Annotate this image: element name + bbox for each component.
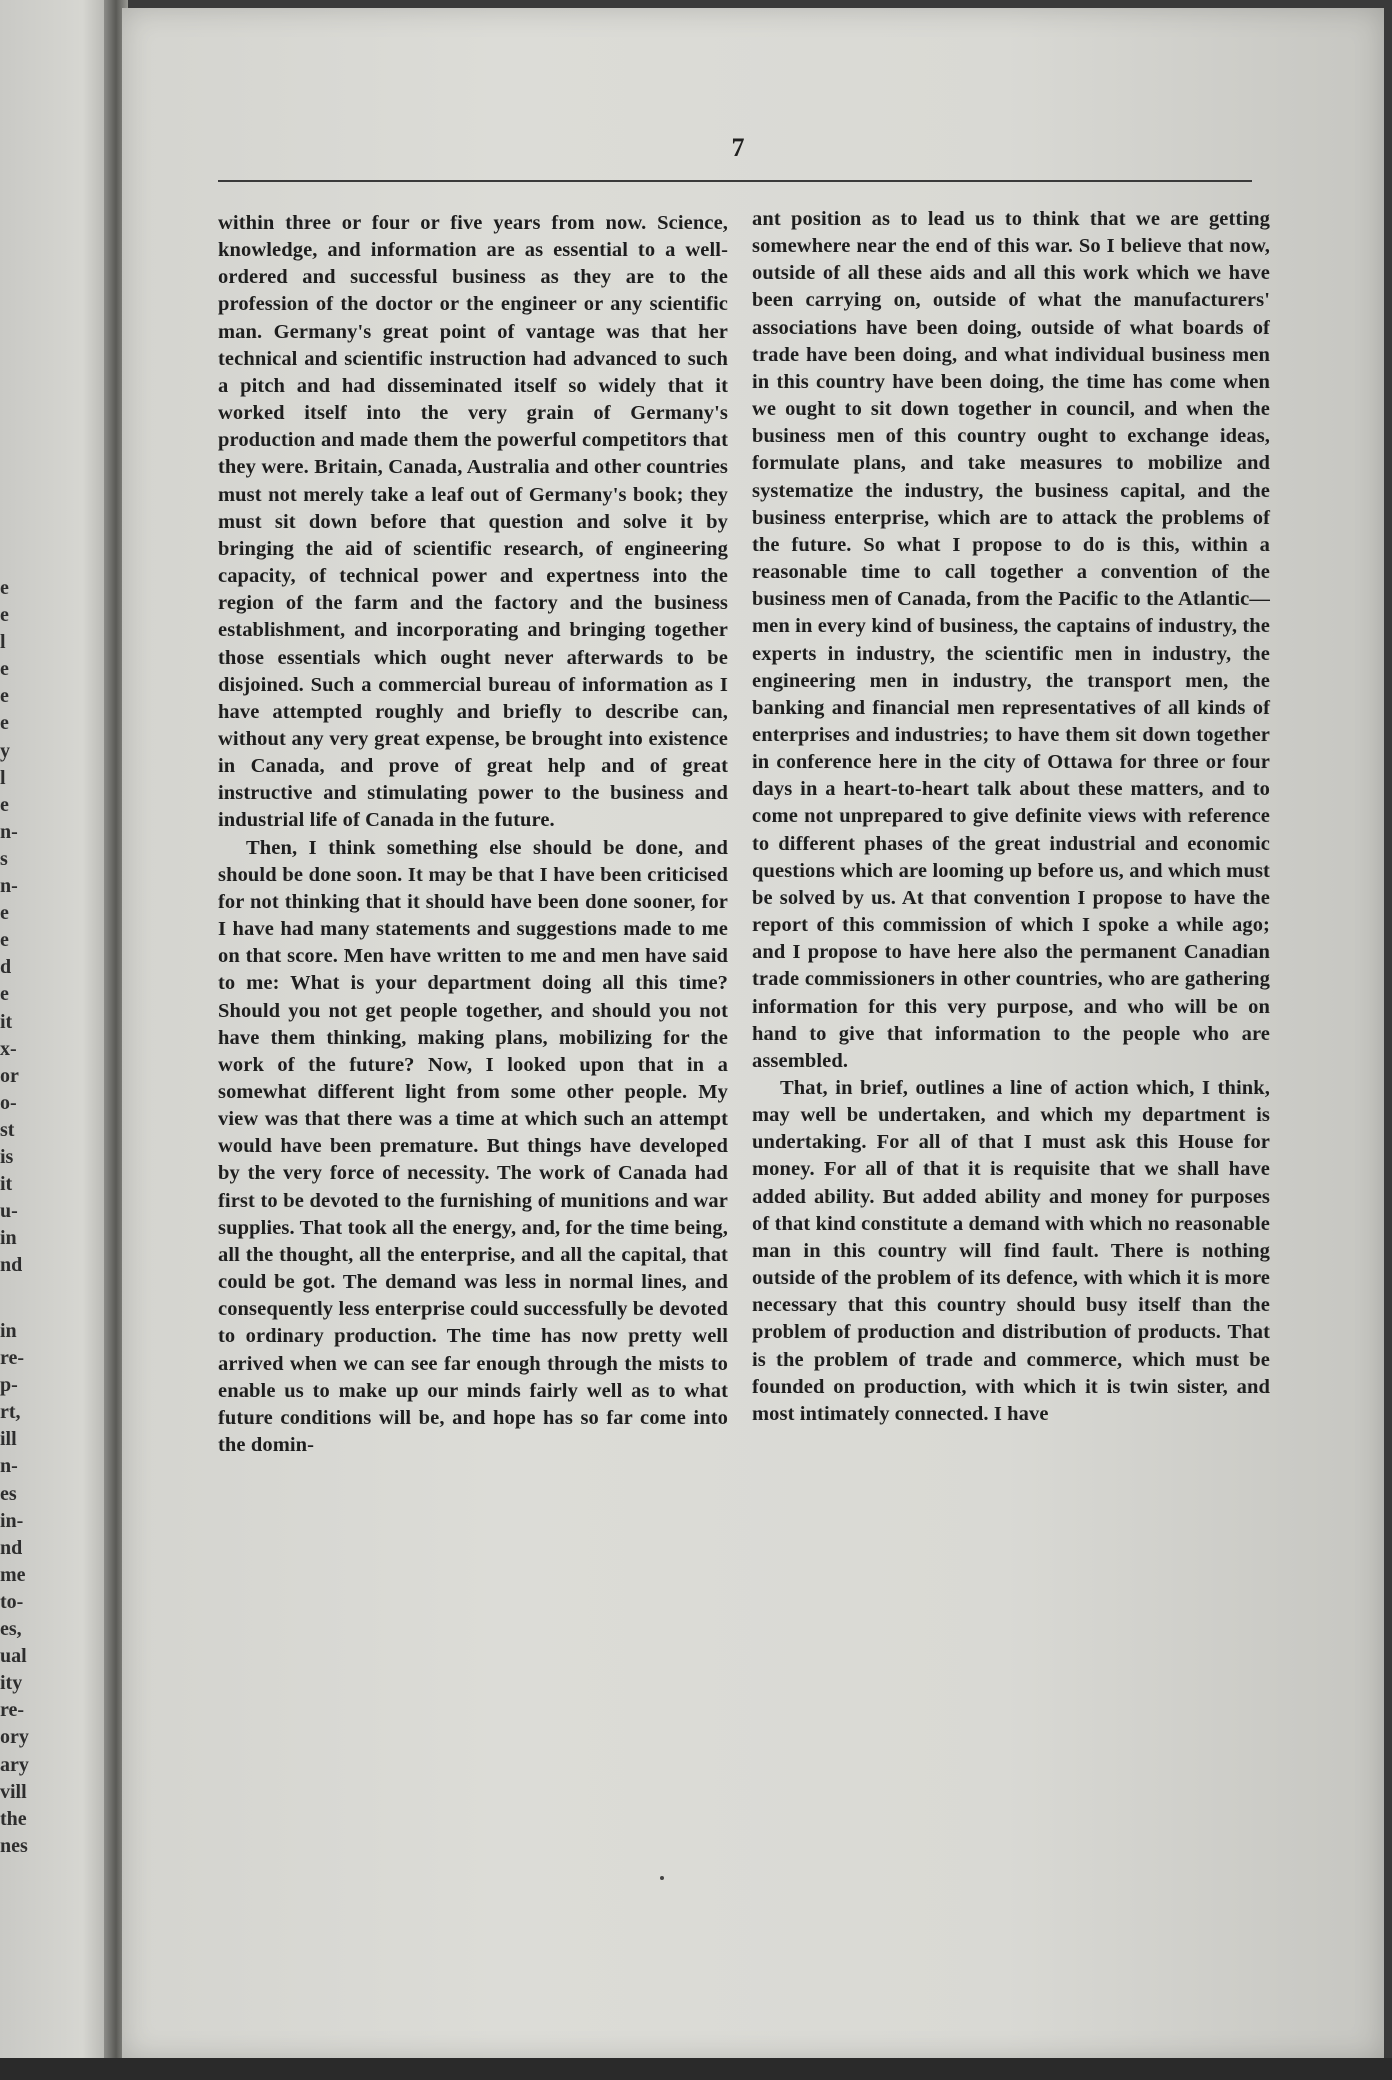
- left-column: [218, 210, 728, 1459]
- right-paragraph-1: ant position as to lead us to think that we are getting somewhere near the end of this war. So I believe that now, outside of all these aids and all this work which we have been carrying on, outside of what the manufacturers' associations have been doing, outside of what boards of trade have been doing, and what individual business men in this country have been doing, the time has come when we ought to sit down together in council, and when the business men of this country ought to exchange ideas, formulate plans, and take measures to mobilize and systematize the industry, the business capital, and the business enterprise, which are to attack the problems of the future. So what I propose to do is this, within a reasonable time to call together a convention of the business men of Canada, from the Pacific to the Atlantic—men in every kind of business, the captains of industry, the experts in industry, the scientific men in industry, the engineering men in industry, the transport men, the banking and financial men representatives of all kinds of enterprises and industries; to have them sit down together in conference here in the city of Ottawa for three or four days in a heart-to-heart talk about these matters, and to come not unprepared to give definite views with reference to different phases of the great industrial and economic questions which are looming up before us, and which must be solved by us. At that convention I propose to have the report of this commission of which I spoke a while ago; and I propose to have here also the permanent Canadian trade commissioners in other countries, who are gathering information for this very purpose, and who will be on hand to give that information to the people who are assembled.: [752, 208, 1270, 1072]
- header-rule: [218, 180, 1252, 182]
- right-column: [752, 206, 1270, 1428]
- left-paragraph-2: Then, I think something else should be done, and should be done soon. It may be that I have been criticised for not thinking that it should have been done sooner, for I have had many statements and suggestions made to me on that score. Men have written to me and men have said to me: What is your department doing all this time? Should you not get people together, and should you not have them thinking, making plans, mobilizing for the work of the future? Now, I looked upon that in a somewhat different light from some other people. My view was that there was a time at which such an attempt would have been premature. But things have developed by the very force of necessity. The work of Canada had first to be devoted to the furnishing of munitions and war supplies. That took all the energy, and, for the time being, all the thought, all the enterprise, and all the capital, that could be got. The demand was less in normal lines, and consequently less enterprise could successfully be devoted to ordinary production. The time has now pretty well arrived when we can see far enough through the mists to enable us to make up our minds fairly well as to what future conditions will be, and hope has so far come into the domin-: [218, 836, 728, 1457]
- ink-speck: [660, 1876, 664, 1880]
- right-paragraph-2: That, in brief, outlines a line of action which, I think, may well be undertaken, and which my department is undertaking. For all of that I must ask this House for money. For all of that it is requisite that we shall have added ability. But added ability and money for purposes of that kind constitute a demand with which no reasonable man in this country will find fault. There is nothing outside of the problem of its defence, with which it is more necessary that this country should busy itself than the problem of production and distribution of products. That is the problem of trade and commerce, which must be founded on production, with which it is twin sister, and most intimately connected. I have: [752, 1077, 1270, 1425]
- left-paragraph-1: within three or four or five years from now. Science, knowledge, and information are as essential to a well-ordered and successful business as they are to the profession of the doctor or the engineer or any scientific man. Germany's great point of vantage was that her technical and scientific instruction had advanced to such a pitch and had disseminated itself so widely that it worked itself into the very grain of Germany's production and made them the powerful competitors that they were. Britain, Canada, Australia and other countries must not merely take a leaf out of Germany's book; they must sit down before that question and solve it by bringing the aid of scientific research, of engineering capacity, of technical power and expertness into the region of the farm and the factory and the business establishment, and incorporating and bringing together those essentials which ought never afterwards to be disjoined. Such a commercial bureau of information as I have attempted roughly and briefly to describe can, without any very great expense, be brought into existence in Canada, and prove of great help and of great instructive and stimulating power to the business and industrial life of Canada in the future.: [218, 212, 728, 832]
- page-number: 7: [731, 133, 745, 162]
- previous-page-edge: [0, 0, 118, 2080]
- previous-page-text-fragment-upper: e e l e e e y l e n- s n- e e d e it x- or o- st is it u- in nd: [0, 577, 23, 1277]
- scan-bottom-edge: [0, 2058, 1392, 2080]
- previous-page-text-fragment-lower: in re- p- rt, ill n- es in- nd me to- es, ual ity re- ory ary vill the nes: [0, 1320, 29, 1857]
